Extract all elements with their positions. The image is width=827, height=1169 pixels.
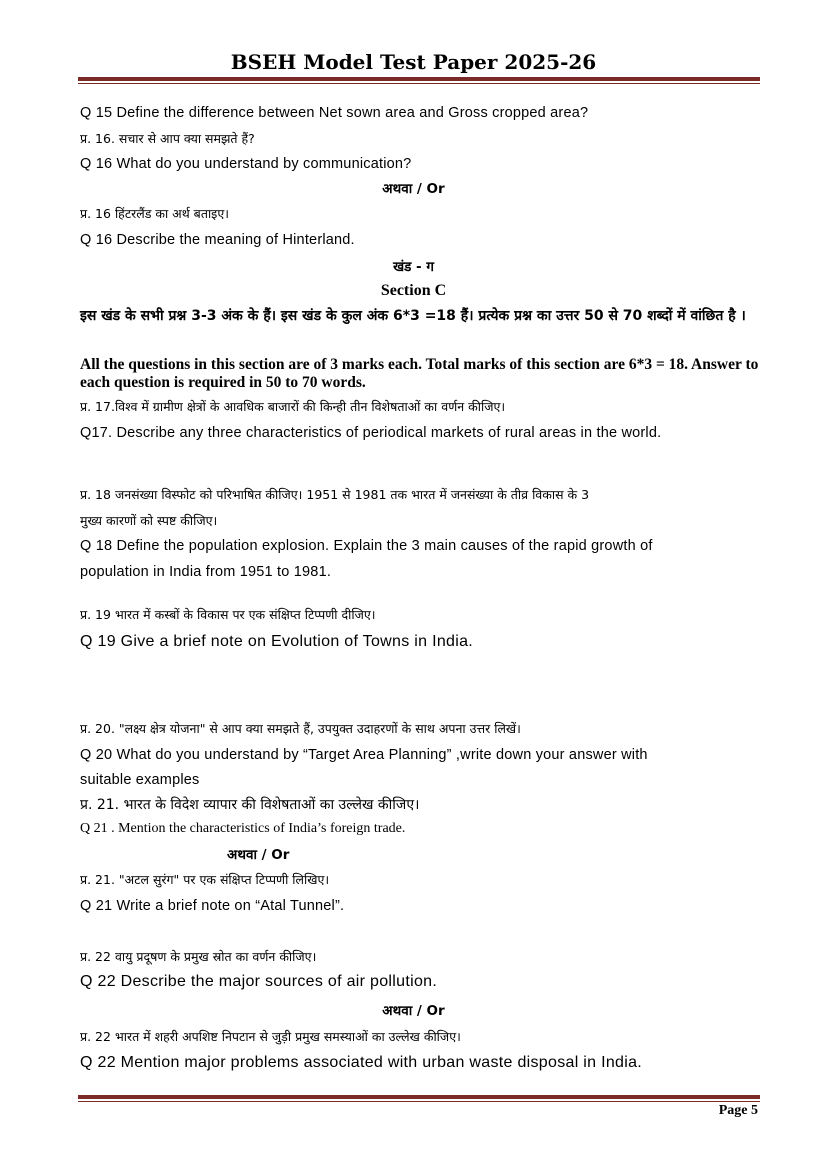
q17-hindi: प्र. 17.विश्व में ग्रामीण क्षेत्रों के आवधिक बाजारों की किन्ही तीन विशेषताओं का वर्णन कीजिए। xyxy=(80,399,506,414)
q22b-english: Q 22 Mention major problems associated with urban waste disposal in India. xyxy=(80,1054,643,1071)
q16-hindi: प्र. 16. सचार से आप क्या समझते हैं? xyxy=(80,131,255,146)
section-heading-hindi: खंड - ग xyxy=(393,259,434,275)
q18-english-line2: population in India from 1951 to 1981. xyxy=(80,564,332,580)
q20-hindi: प्र. 20. "लक्ष्य क्षेत्र योजना" से आप क्या समझते हैं, उपयुक्त उदाहरणों के साथ अपना उत्तर लिखें। xyxy=(80,721,521,736)
q16b-hindi: प्र. 16 हिंटरलैंड का अर्थ बताइए। xyxy=(80,206,229,221)
page-title: BSEH Model Test Paper 2025-26 xyxy=(230,50,597,74)
q21b-english: Q 21 Write a brief note on “Atal Tunnel”. xyxy=(80,898,345,914)
or-divider-3: अथवा / Or xyxy=(382,1003,445,1019)
or-divider-1: अथवा / Or xyxy=(382,181,445,197)
q22b-hindi: प्र. 22 भारत में शहरी अपशिष्ट निपटान से जुड़ी प्रमुख समस्याओं का उल्लेख कीजिए। xyxy=(80,1029,461,1044)
q19-english: Q 19 Give a brief note on Evolution of Towns in India. xyxy=(80,633,474,650)
q21-english: Q 21 . Mention the characteristics of India’s foreign trade. xyxy=(80,821,406,836)
q17-english: Q17. Describe any three characteristics of periodical markets of rural areas in the world. xyxy=(80,425,662,441)
page-number: Page 5 xyxy=(718,1103,758,1118)
q18-hindi-line2: मुख्य कारणों को स्पष्ट कीजिए। xyxy=(80,513,218,528)
header-divider xyxy=(78,77,760,84)
section-heading-english: Section C xyxy=(380,282,447,299)
q19-hindi: प्र. 19 भारत में कस्बों के विकास पर एक संक्षिप्त टिप्पणी दीजिए। xyxy=(80,607,376,622)
footer-divider xyxy=(78,1095,760,1102)
q15-english: Q 15 Define the difference between Net sown area and Gross cropped area? xyxy=(80,105,589,121)
q21b-hindi: प्र. 21. "अटल सुरंग" पर एक संक्षिप्त टिप्पणी लिखिए। xyxy=(80,872,330,887)
q20-english-line1: Q 20 What do you understand by “Target Area Planning” ,write down your answer with xyxy=(80,747,648,763)
q22-english: Q 22 Describe the major sources of air pollution. xyxy=(80,973,438,990)
instructions-english: All the questions in this section are of 3 marks each. Total marks of this section are 6*3 = 18. Answer to each question is required in 50 to 70 words. xyxy=(80,356,759,391)
q18-hindi-line1: प्र. 18 जनसंख्या विस्फोट को परिभाषित कीजिए। 1951 से 1981 तक भारत में जनसंख्या के तीव्र विकास के 3 xyxy=(80,487,590,502)
q16-english: Q 16 What do you understand by communication? xyxy=(80,156,412,172)
q18-english-line1: Q 18 Define the population explosion. Explain the 3 main causes of the rapid growth of xyxy=(80,538,653,554)
q20-english-line2: suitable examples xyxy=(80,772,200,788)
q22-hindi: प्र. 22 वायु प्रदूषण के प्रमुख स्रोत का वर्णन कीजिए। xyxy=(80,949,317,964)
instructions-hindi: इस खंड के सभी प्रश्न 3-3 अंक के हैं। इस खंड के कुल अंक 6*3 =18 हैं। प्रत्येक प्रश्न का उत्तर 50 से 70 शब्दों में वांछित है । xyxy=(80,308,746,324)
q16b-english: Q 16 Describe the meaning of Hinterland. xyxy=(80,232,355,248)
q21-hindi: प्र. 21. भारत के विदेश व्यापार की विशेषताओं का उल्लेख कीजिए। xyxy=(80,797,420,813)
or-divider-2: अथवा / Or xyxy=(227,847,290,863)
